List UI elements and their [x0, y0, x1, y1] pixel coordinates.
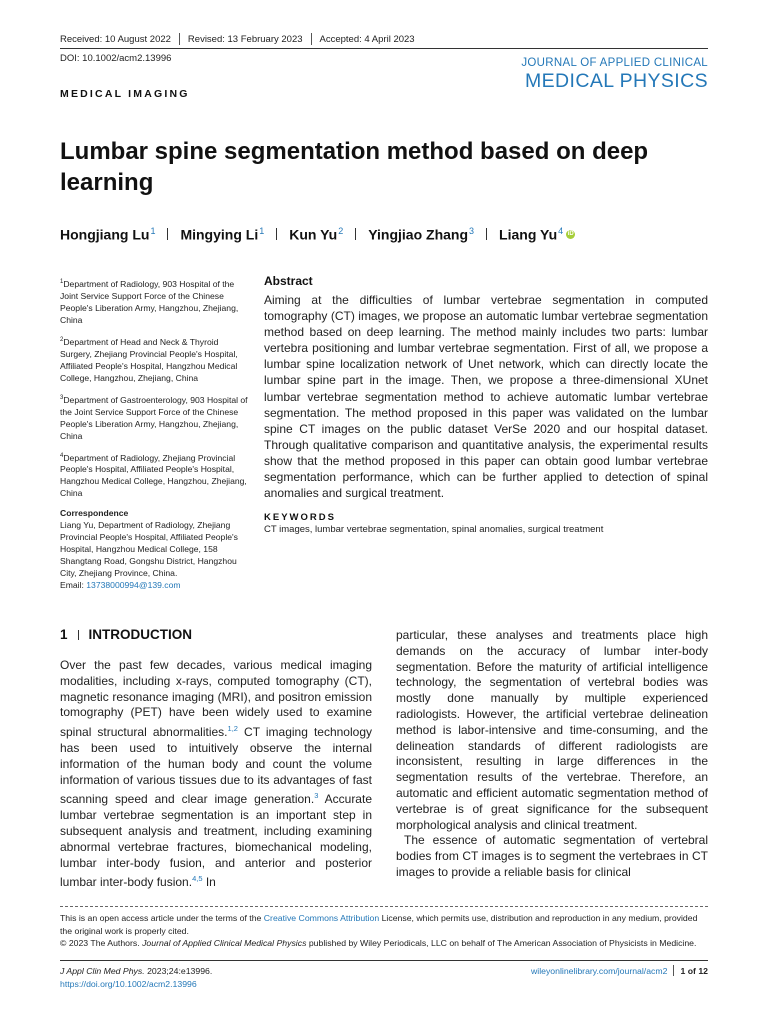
divider	[311, 33, 312, 45]
abstract-heading: Abstract	[264, 274, 313, 288]
author[interactable]: Hongjiang Lu$^1$	[60, 226, 156, 243]
affiliation: $^2$Department of Head and Neck & Thyroid Surgery, Zhejiang Provincial People's Hospital, Affiliated People's Hospital, Hangzhou Medical College, Hangzhou, Zhejiang, China	[60, 336, 238, 383]
paragraph: The essence of automatic segmentation of vertebral bodies from CT images is to segment the vertebraes in CT images to provide a reliable basis for clinical	[396, 833, 708, 879]
section-number: 1	[60, 627, 68, 642]
journal-logo	[521, 57, 708, 92]
footer-right	[531, 965, 708, 976]
keywords-heading: KEYWORDS	[264, 512, 336, 523]
accepted-date: Accepted: 4 April 2023	[319, 33, 415, 45]
section-title: INTRODUCTION	[88, 627, 193, 642]
affiliation: $^3$Department of Gastroenterology, 903 Hospital of the Joint Service Support Force of the Chinese People's Liberation Army, Hangzhou, Zhejiang, China	[60, 394, 248, 441]
license-link[interactable]: Creative Commons Attribution	[263, 913, 380, 923]
received-date: Received: 10 August 2022	[60, 33, 171, 45]
author[interactable]: Kun Yu$^2$	[289, 226, 344, 243]
journal-name-line1: JOURNAL OF APPLIED CLINICAL	[521, 57, 708, 69]
reference-link[interactable]: 3	[314, 791, 319, 801]
article-title: Lumbar spine segmentation method based on deep learning	[60, 138, 649, 196]
body-column-right	[396, 628, 708, 881]
license-footnote: This is an open access article under the terms of the Creative Commons Attribution License, which permits use, distribution and reproduction in any medium, provided the original work is properly cited. © 2023 The Authors. Journal of Applied Clinical Medical Physics published by Wiley Periodicals, LLC on behalf of The American Association of Physicists in Medicine.	[60, 913, 698, 948]
doi-link[interactable]: https://doi.org/10.1002/acm2.13996	[60, 979, 197, 989]
affiliation: $^4$Department of Radiology, Zhejiang Provincial People's Hospital, Affiliated People's Hospital, Hangzhou Medical College, Hangzhou, Zhejiang, China	[60, 452, 247, 499]
body-column-left: Over the past few decades, various medical imaging modalities, including x-rays, computed tomography (CT), magnetic resonance imaging (MRI), and positron emission tomography (PET) have been widely used to examine spinal structural abnormalities.$^{1,2}$ CT imaging technology has been used to intuitively observe the internal information of the human body and count the volume information of various tissues due to its advantages of fast scanning speed and clear image generation.$^3$ Accurate lumbar vertebrae segmentation is an important step in subsequent analysis and treatment, including examining abnormal vertebrae fractures, biomechanical modeling, lumbar inter-body fusion, and anterior and posterior lumbar inter-body fusion.$^{4,5}$ In	[60, 658, 372, 890]
revised-date: Revised: 13 February 2023	[187, 33, 303, 45]
divider	[673, 965, 674, 976]
footer-citation: J Appl Clin Med Phys. 2023;24:e13996. https://doi.org/10.1002/acm2.13996	[60, 966, 213, 989]
divider	[486, 228, 487, 240]
reference-link[interactable]: 1,2	[227, 724, 238, 734]
paragraph: particular, these analyses and treatments place high demands on the accuracy of lumbar inter-body segmentation. Before the maturity of artificial intelligence technology, the segmentation of vertebral bodies was mostly done manually by multiple experienced radiologists. However, the artificial vertebrae delineation method is labor-intensive and time-consuming, and the delineation standards of different radiologists are inconsistent, resulting in large differences in the segmentation results of the vertebrae. Therefore, an automatic and efficient automatic segmentation method of vertebrae is of great significance for the subsequent morphological analysis and clinical treatment.	[396, 628, 708, 832]
orcid-icon[interactable]: iD	[567, 230, 574, 237]
keywords-text: CT images, lumbar vertebrae segmentation, spinal anomalies, surgical treatment	[264, 524, 604, 535]
divider	[78, 630, 79, 640]
author-list	[60, 226, 575, 243]
page-number: 1 of 12	[680, 965, 708, 976]
affiliations	[60, 276, 248, 591]
correspondence-heading: Correspondence	[60, 508, 129, 519]
journal-site-link[interactable]: wileyonlinelibrary.com/journal/acm2	[530, 965, 668, 976]
divider	[179, 33, 180, 45]
author[interactable]: Liang Yu$^4$	[499, 226, 564, 243]
footer-rule	[60, 960, 708, 961]
section-heading	[60, 627, 192, 642]
abstract-text: Aiming at the difficulties of lumbar vertebrae segmentation in computed tomography (CT) images, we propose an automatic lumbar vertebrae segmentation method based on deep learning. The method mainly includes two parts: lumbar vertebra positioning and lumbar vertebrae segmentation. First of all, we propose a lumbar spine localization network of Unet network, which can directly locate the lumbar spine part in the image. Then, we propose a three-dimensional XUnet lumbar vertebrae segmentation method to achieve automatic lumbar vertebrae segmentation. The method proposed in this paper was validated on the lumbar spine CT images on the public dataset VerSe 2020 and our hospital dataset. Through qualitative comparison and quantitative analysis, the experimental results show that the method proposed in this paper can obtain good lumbar vertebrae segmentation performance, which can be further applied to detection of spinal anomalies and surgical treatment.	[264, 293, 708, 501]
article-dates	[60, 33, 415, 45]
journal-name-line2: MEDICAL PHYSICS	[525, 70, 708, 92]
divider	[167, 228, 168, 240]
divider	[355, 228, 356, 240]
section-label: MEDICAL IMAGING	[60, 88, 190, 100]
header-rule	[60, 48, 708, 49]
correspondence-text: Liang Yu, Department of Radiology, Zhejiang Provincial People's Hospital, Affiliated People's Hospital, Hangzhou Medical College, 158 Shangtang Road, Gongshu District, Hangzhou City, Zhejiang Province, China. Email: 13738000994@139.com	[60, 520, 238, 591]
divider	[276, 228, 277, 240]
affiliation: $^1$Department of Radiology, 903 Hospital of the Joint Service Support Force of the Chinese People's Liberation Army, Hangzhou, Zhejiang, China	[60, 278, 239, 325]
doi: DOI: 10.1002/acm2.13996	[60, 53, 172, 64]
email-link[interactable]: 13738000994@139.com	[86, 580, 181, 591]
footnote-rule	[60, 906, 708, 907]
author[interactable]: Yingjiao Zhang$^3$	[368, 226, 475, 243]
reference-link[interactable]: 4,5	[192, 874, 203, 884]
author[interactable]: Mingying Li$^1$	[180, 226, 265, 243]
